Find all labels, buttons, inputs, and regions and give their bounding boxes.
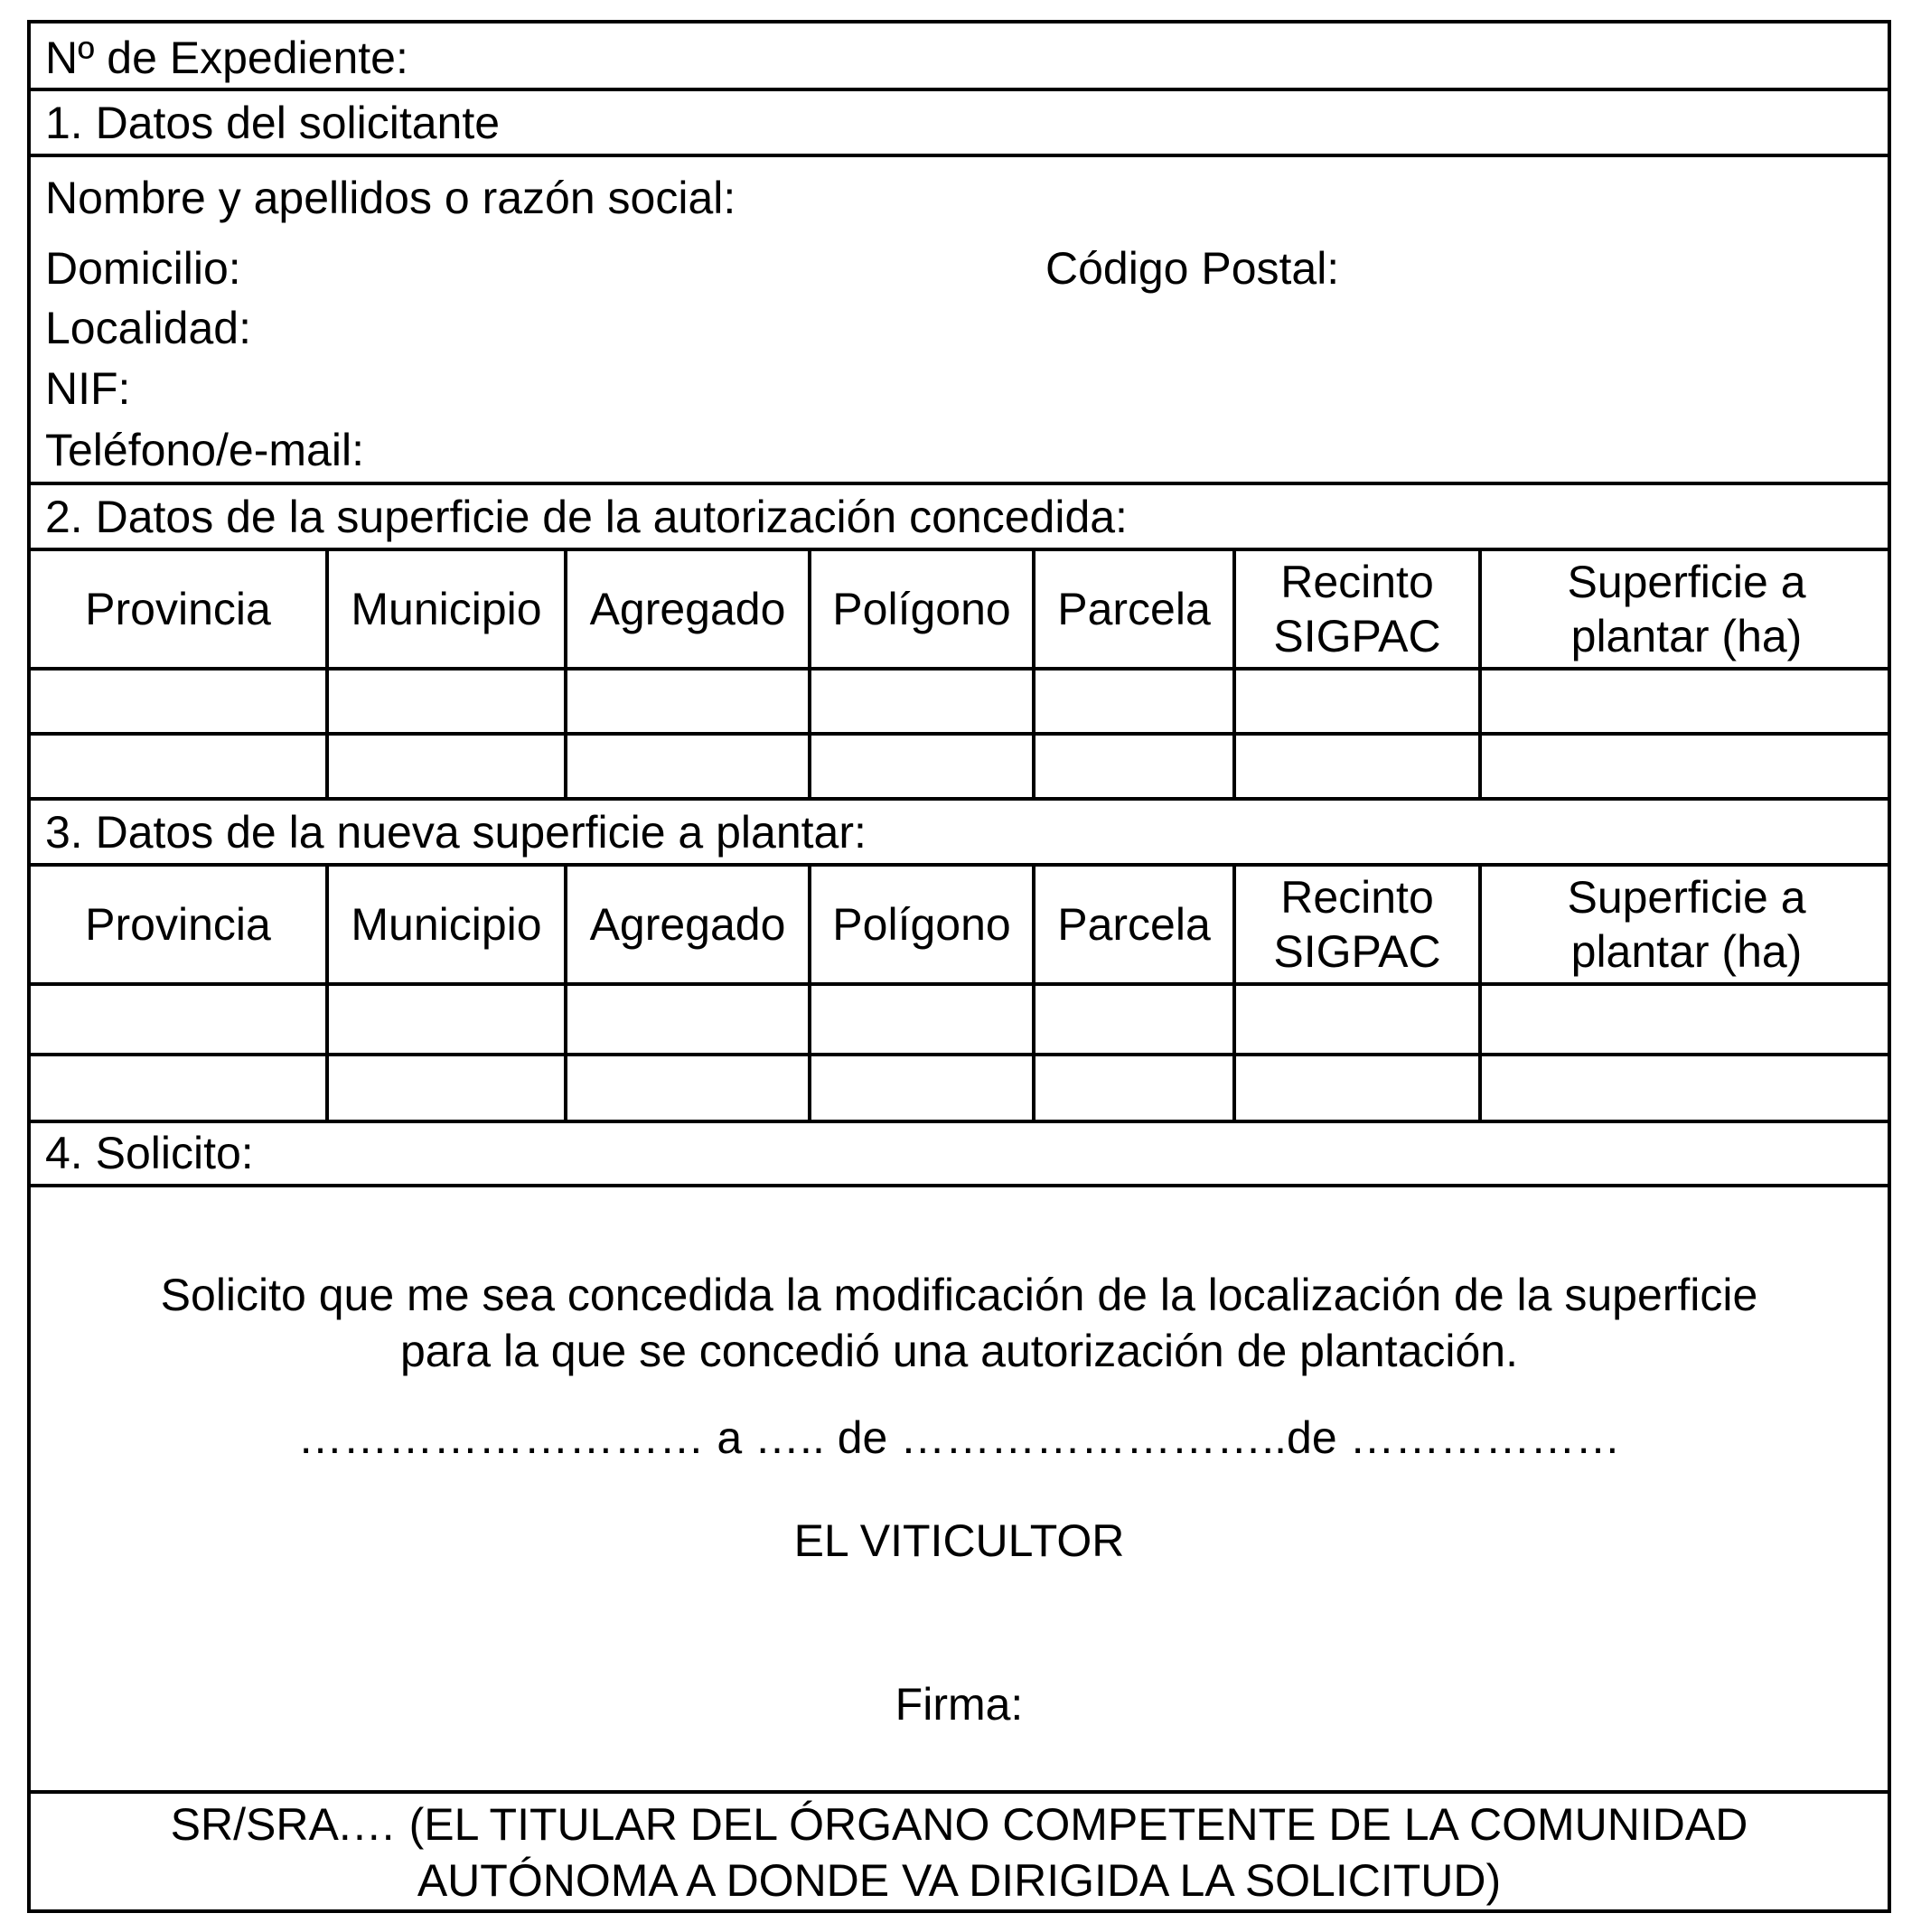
column-header-agregado: Agregado xyxy=(589,584,786,634)
solicitud-text-line2: para la que se concedió una autorización de plantación. xyxy=(400,1326,1518,1376)
divider xyxy=(31,482,1888,485)
column-header-recinto-sigpac: Recinto SIGPAC xyxy=(1273,557,1441,661)
column-header-poligono: Polígono xyxy=(832,899,1011,950)
date-line: ……………………… a ….. de ……………………..de ……………… xyxy=(297,1412,1621,1463)
codigo-postal-label: Código Postal: xyxy=(1045,243,1340,294)
column-divider xyxy=(1232,548,1236,797)
column-divider xyxy=(1478,863,1482,1120)
section3-title: 3. Datos de la nueva superficie a plantar: xyxy=(45,807,867,858)
column-divider xyxy=(564,863,567,1120)
column-divider xyxy=(1032,548,1035,797)
column-header-superficie: Superficie a plantar (ha) xyxy=(1567,557,1806,661)
column-divider xyxy=(1032,863,1035,1120)
localidad-label: Localidad: xyxy=(45,303,251,353)
column-header-superficie: Superficie a plantar (ha) xyxy=(1567,872,1806,977)
column-header-municipio: Municipio xyxy=(351,899,542,950)
column-divider xyxy=(808,548,811,797)
divider xyxy=(31,88,1888,91)
solicitud-text-line1: Solicito que me sea concedida la modificación de la localización de la superficie xyxy=(160,1270,1758,1320)
section2-title: 2. Datos de la superficie de la autorización concedida: xyxy=(45,492,1128,542)
column-header-parcela: Parcela xyxy=(1057,899,1211,950)
telefono-label: Teléfono/e-mail: xyxy=(45,425,364,475)
expediente-label: Nº de Expediente: xyxy=(45,33,408,83)
column-divider xyxy=(325,863,329,1120)
nif-label: NIF: xyxy=(45,363,131,414)
divider xyxy=(31,1184,1888,1187)
nueva-superficie-table xyxy=(31,863,1888,1188)
section1-title: 1. Datos del solicitante xyxy=(45,98,501,148)
column-header-parcela: Parcela xyxy=(1057,584,1211,634)
table-row-divider xyxy=(31,797,1888,801)
table-row-divider xyxy=(31,1120,1888,1123)
section4-title: 4. Solicito: xyxy=(45,1128,254,1178)
nombre-label: Nombre y apellidos o razón social: xyxy=(45,173,736,223)
addressee-line2: AUTÓNOMA A DONDE VA DIRIGIDA LA SOLICITUD) xyxy=(417,1855,1502,1906)
column-header-provincia: Provincia xyxy=(85,584,271,634)
column-divider xyxy=(325,548,329,797)
signer-label: EL VITICULTOR xyxy=(793,1515,1125,1566)
column-header-provincia: Provincia xyxy=(85,899,271,950)
column-divider xyxy=(1478,548,1482,797)
table-row-divider xyxy=(31,982,1888,986)
divider xyxy=(31,154,1888,157)
column-divider xyxy=(808,863,811,1120)
column-divider xyxy=(1232,863,1236,1120)
column-divider xyxy=(564,548,567,797)
application-form xyxy=(27,20,1891,1913)
firma-label: Firma: xyxy=(895,1679,1024,1730)
table-row-divider xyxy=(31,1053,1888,1056)
column-header-poligono: Polígono xyxy=(832,584,1011,634)
column-header-agregado: Agregado xyxy=(589,899,786,950)
divider xyxy=(31,1790,1888,1794)
table-row-divider xyxy=(31,667,1888,671)
column-header-recinto-sigpac: Recinto SIGPAC xyxy=(1273,872,1441,977)
table-row-divider xyxy=(31,732,1888,736)
column-header-municipio: Municipio xyxy=(351,584,542,634)
domicilio-label: Domicilio: xyxy=(45,243,241,294)
addressee-line1: SR/SRA.… (EL TITULAR DEL ÓRGANO COMPETENTE DE LA COMUNIDAD xyxy=(170,1799,1748,1850)
